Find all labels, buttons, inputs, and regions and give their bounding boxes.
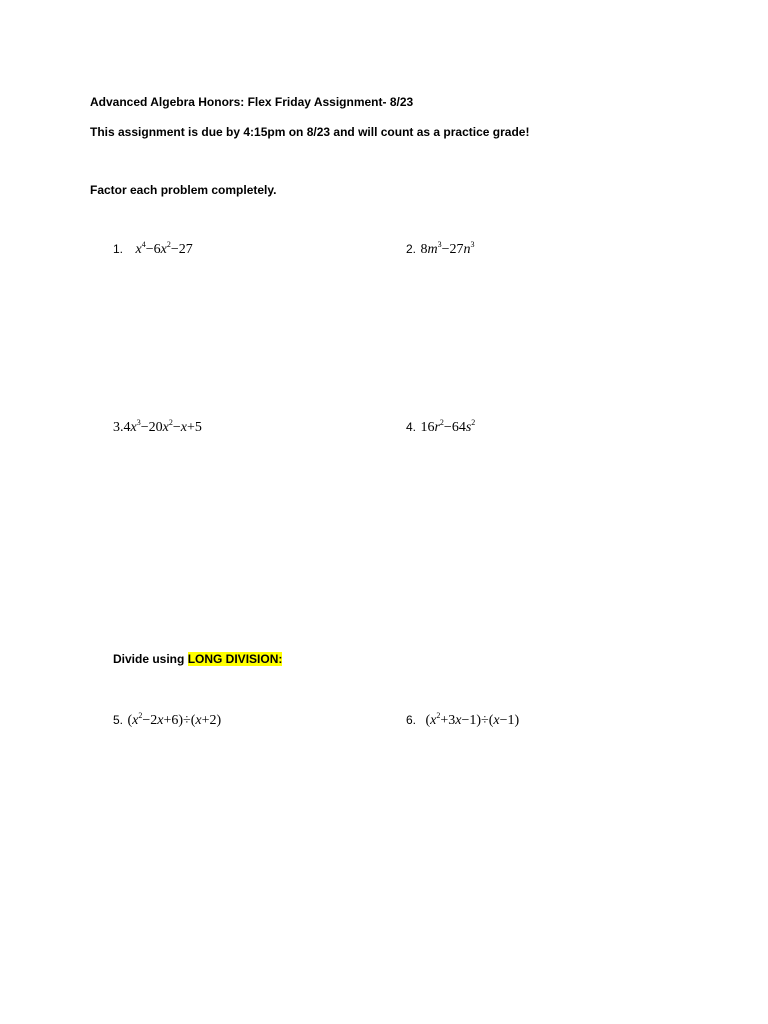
divide-instruction-prefix: Divide using [113, 652, 188, 666]
problem-4 [406, 418, 475, 436]
divide-instruction [113, 652, 282, 666]
problem-3 [113, 418, 202, 436]
problem-6-number: 6. [406, 713, 417, 727]
problem-3-number: 3. [113, 420, 124, 435]
problem-5-expression: $(x^2-2x+6)\div(x+2)$ [127, 711, 222, 728]
factor-instruction: Factor each problem completely. [90, 183, 277, 197]
problem-5 [113, 711, 221, 729]
problem-4-expression: $16r^2-64s^2$ [420, 418, 476, 435]
problem-2-expression: $8m^3-27n^3$ [420, 240, 475, 257]
problem-1-expression: $x^4-6x^2-27$ [135, 240, 193, 257]
problem-2-number: 2. [406, 242, 417, 256]
due-note: This assignment is due by 4:15pm on 8/23 and will count as a practice grade! [90, 125, 530, 139]
problem-5-number: 5. [113, 713, 124, 727]
problem-2 [406, 240, 475, 258]
long-division-highlight: LONG DIVISION: [187, 652, 283, 666]
problem-4-number: 4. [406, 420, 417, 434]
problem-6-expression: $(x^2+3x-1)\div(x-1)$ [425, 711, 520, 728]
problem-1-number: 1. [113, 242, 124, 256]
problem-3-expression: $4x^3-20x^2-x+5$ [123, 418, 202, 435]
problem-1 [113, 240, 193, 258]
page-title: Advanced Algebra Honors: Flex Friday Assignment- 8/23 [90, 95, 414, 109]
problem-6 [406, 711, 519, 729]
